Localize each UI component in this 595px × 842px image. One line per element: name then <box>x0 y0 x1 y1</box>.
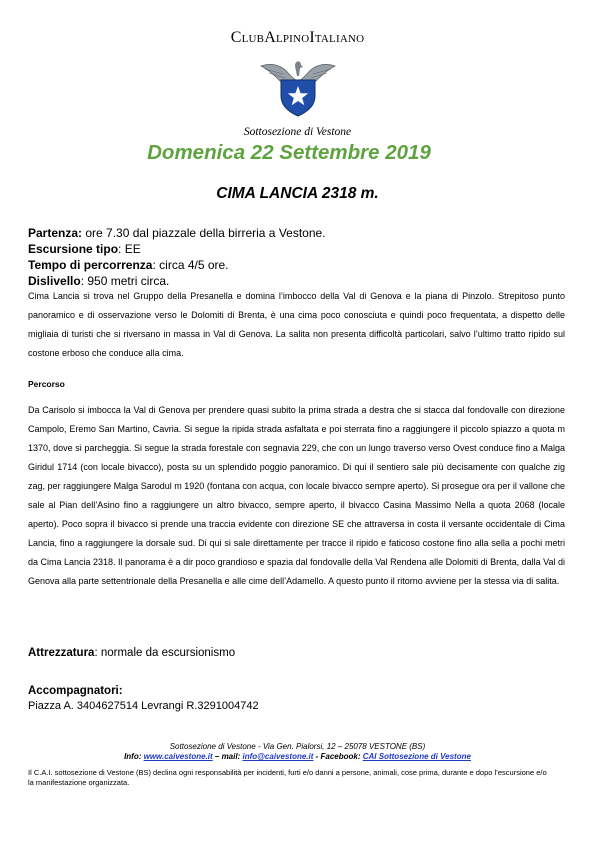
info-label: Info: <box>124 752 144 761</box>
excursion-facts <box>28 225 568 289</box>
departure-line <box>28 225 568 241</box>
route-heading: Percorso <box>28 379 65 389</box>
event-date-heading: Domenica 22 Settembre 2019 <box>147 141 431 164</box>
footer-address: Sottosezione di Vestone - Via Gen. Pialorsi, 12 – 25078 VESTONE (BS) <box>169 742 426 751</box>
excursion-type-label: Escursione tipo <box>28 242 119 256</box>
facebook-label: - Facebook: <box>313 752 363 761</box>
intro-paragraph: Cima Lancia si trova nel Gruppo della Presanella e domina l’imbocco della Val di Genova e la piana di Pinzolo. Strepitoso punto panoramico e di osservazione verso le Dolomiti di Brenta, è una cima poco conosciuta e quindi poco frequentata, a dispetto delle migliaia di turisti che si riversano in massa in Val di Genova. La salita non presenta difficoltà particolari, salvo l’ultimo tratto ripido sul costone erboso che conduce alla cima. <box>28 291 565 358</box>
elevation-label: Dislivello <box>28 274 81 288</box>
duration-value: : circa 4/5 ore. <box>152 258 229 272</box>
footer-info <box>0 752 595 761</box>
equipment-label: Attrezzatura <box>28 647 95 659</box>
website-link[interactable]: www.caivestone.it <box>143 752 213 761</box>
duration-label: Tempo di percorrenza <box>28 258 153 272</box>
mail-label: – mail: <box>212 752 243 761</box>
organization-name: ClubAlpinoItaliano <box>230 29 365 46</box>
event-title-heading: CIMA LANCIA 2318 m. <box>216 185 379 202</box>
departure-value: ore 7.30 dal piazzale della birreria a Vestone. <box>82 226 326 240</box>
excursion-type-value: : EE <box>118 242 141 256</box>
departure-label: Partenza: <box>28 226 83 240</box>
facebook-link[interactable]: CAI Sottosezione di Vestone <box>362 752 471 761</box>
duration-line <box>28 257 568 273</box>
guides-contacts: Piazza A. 3404627514 Levrangi R.3291004742 <box>28 700 259 712</box>
guides-label: Accompagnatori: <box>28 685 123 697</box>
elevation-value: : 950 metri circa. <box>80 274 170 288</box>
subsection-name: Sottosezione di Vestone <box>243 126 352 138</box>
excursion-type-line <box>28 241 568 257</box>
email-link[interactable]: info@caivestone.it <box>242 752 314 761</box>
disclaimer-text: Il C.A.I. sottosezione di Vestone (BS) declina ogni responsabilità per incidenti, furti e/o danni a persone, animali, cose prima, durante e dopo l’escursione e/o la manifestazione organizzata. <box>28 768 547 787</box>
equipment-value: : normale da escursionismo <box>94 647 236 659</box>
route-paragraph: Da Carisolo si imbocca la Val di Genova per prendere quasi subito la prima strada a destra che si stacca dal fondovalle con direzione Campolo, Eremo San Martino, Cavria. Si segue la ripida strada asfaltata e poi sterrata fino a raggiungere il piccolo spiazzo a quota m 1370, dove si parcheggia. Si segue la strada forestale con segnavia 229, che con un lungo traverso verso Ovest conduce fino a Malga Giridul 1714 (con locale bivacco), posta su un splendido poggio panoramico. Di qui il sentiero sale più decisamente con qualche zig zag, per raggiungere Malga Sarodul m 1920 (fontana con acqua, con locale bivacco sempre aperto). Si prosegue ora per il vallone che sale al Pian dell’Asino fino a raggiungere un altro bivacco, sempre aperto, il bivacco Casina Massimo Nella a quota 2068 (locale aperto). Poco sopra il bivacco si prende una traccia evidente con direzione SE che attraversa in costa il versante occidentale di Cima Lancia, fino a raggiungere la dorsale sud. Di qui si sale direttamente per tracce il ripido e faticoso costone fino alla sella a pochi metri da Cima Lancia 2318. Il panorama è a dir poco grandioso e spazia dal fondovalle della Val Rendena alle Dolomiti di Brenta, dalla Val di Genova alla parte settentrionale della Presanella e alle cime dell’Adamello. A questo punto il ritorno avviene per la stessa via di salita. <box>28 405 565 586</box>
cai-eagle-star-logo-icon <box>255 52 341 118</box>
equipment-line <box>28 647 235 659</box>
